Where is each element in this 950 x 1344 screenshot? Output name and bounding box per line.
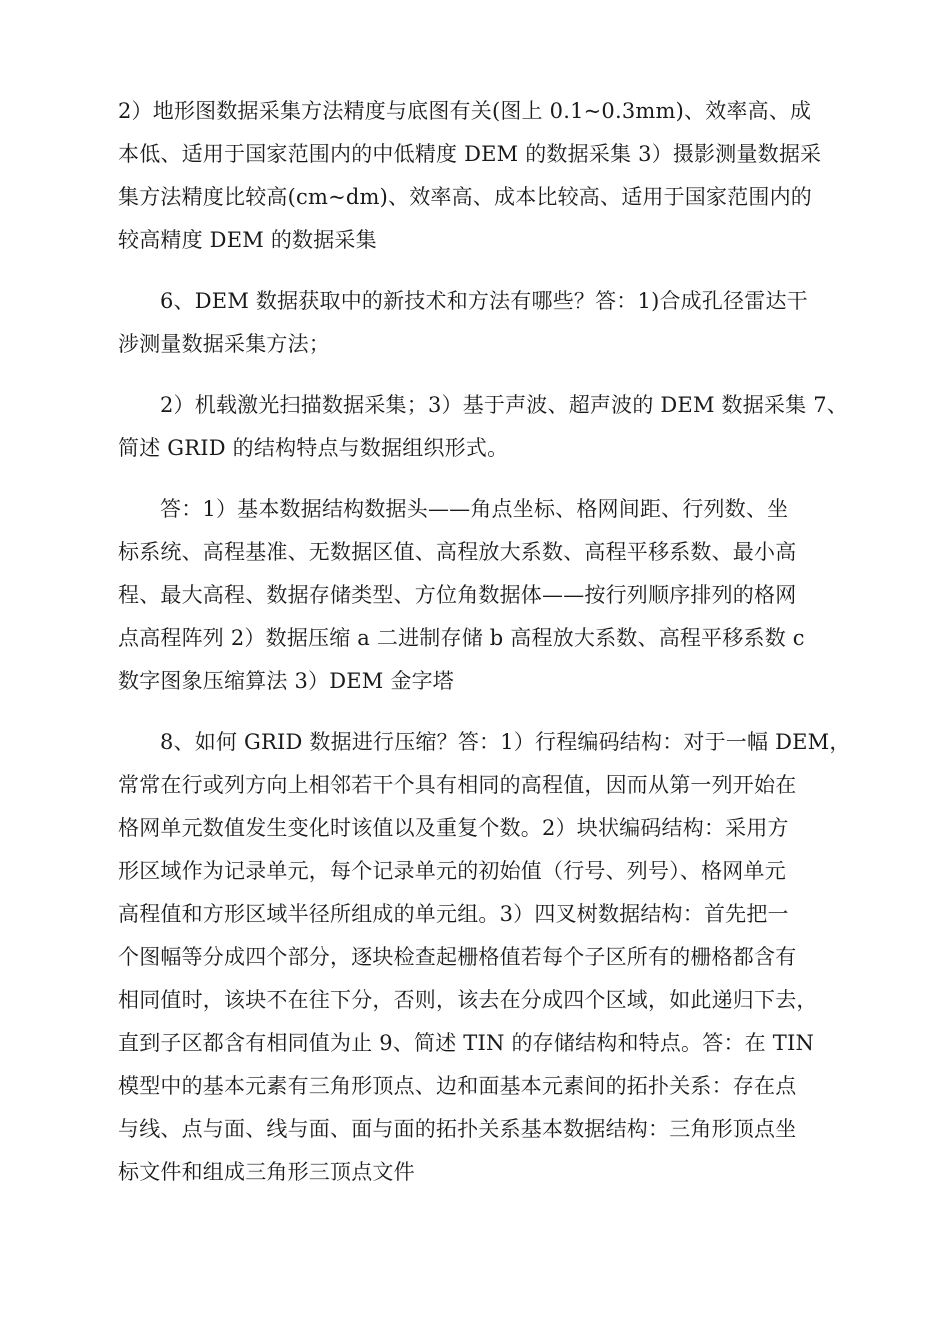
text-line: 与线、点与面、线与面、面与面的拓扑关系基本数据结构：三角形顶点坐 (118, 1117, 797, 1141)
text-line: 8、如何 GRID 数据进行压缩？答：1）行程编码结构：对于一幅 DEM， (160, 730, 851, 754)
text-line: 点高程阵列 2）数据压缩 a 二进制存储 b 高程放大系数、高程平移系数 c (118, 626, 805, 650)
text-line: 形区域作为记录单元，每个记录单元的初始值（行号、列号）、格网单元 (118, 859, 786, 883)
text-line: 简述 GRID 的结构特点与数据组织形式。 (118, 436, 509, 460)
text-line: 集方法精度比较高(cm~dm)、效率高、成本比较高、适用于国家范围内的 (118, 185, 813, 209)
text-line: 格网单元数值发生变化时该值以及重复个数。2）块状编码结构：采用方 (118, 816, 789, 840)
text-line: 数字图象压缩算法 3）DEM 金字塔 (118, 669, 454, 693)
text-line: 高程值和方形区域半径所组成的单元组。3）四叉树数据结构：首先把一 (118, 902, 789, 926)
text-line: 2）机载激光扫描数据采集；3）基于声波、超声波的 DEM 数据采集 7、 (160, 393, 848, 417)
text-line: 常常在行或列方向上相邻若干个具有相同的高程值，因而从第一列开始在 (118, 773, 797, 797)
text-line: 涉测量数据采集方法； (118, 332, 330, 356)
text-line: 直到子区都含有相同值为止 9、简述 TIN 的存储结构和特点。答：在 TIN (118, 1031, 815, 1055)
text-line: 模型中的基本元素有三角形顶点、边和面基本元素间的拓扑关系：存在点 (118, 1074, 797, 1098)
text-line: 答：1）基本数据结构数据头——角点坐标、格网间距、行列数、坐 (160, 497, 789, 521)
text-line: 本低、适用于国家范围内的中低精度 DEM 的数据采集 3）摄影测量数据采 (118, 142, 822, 166)
text-line: 程、最大高程、数据存储类型、方位角数据体——按行列顺序排列的格网 (118, 583, 797, 607)
text-line: 2）地形图数据采集方法精度与底图有关(图上 0.1~0.3mm)、效率高、成 (118, 99, 812, 123)
text-line: 个图幅等分成四个部分，逐块检查起栅格值若每个子区所有的栅格都含有 (118, 945, 797, 969)
text-line: 标文件和组成三角形三顶点文件 (118, 1160, 415, 1184)
text-line: 标系统、高程基准、无数据区值、高程放大系数、高程平移系数、最小高 (118, 540, 797, 564)
text-line: 相同值时，该块不在往下分，否则，该去在分成四个区域，如此递归下去， (118, 988, 818, 1012)
text-line: 6、DEM 数据获取中的新技术和方法有哪些？答：1)合成孔径雷达干 (160, 289, 808, 313)
text-line: 较高精度 DEM 的数据采集 (118, 228, 377, 252)
